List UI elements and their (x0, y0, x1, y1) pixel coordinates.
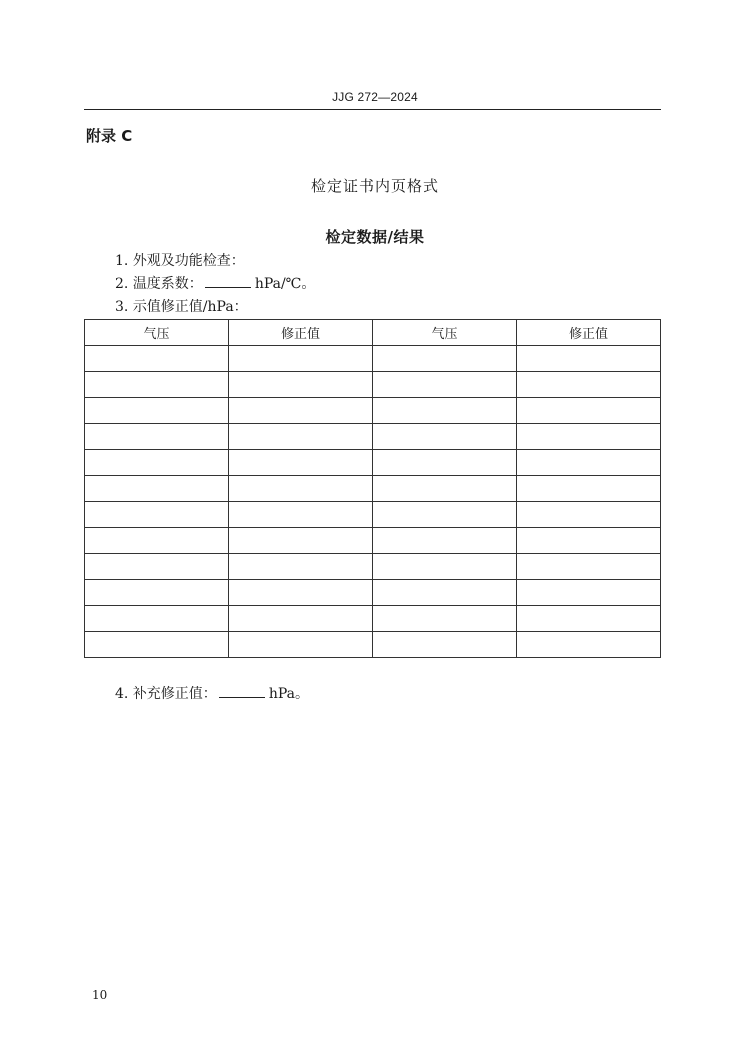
table-cell (229, 606, 373, 632)
table-cell (517, 502, 661, 528)
item-number: 3. (115, 299, 129, 315)
table-cell (373, 346, 517, 372)
table-body (85, 346, 661, 658)
table-cell (517, 632, 661, 658)
table-cell (229, 424, 373, 450)
table-cell (229, 554, 373, 580)
table-cell (373, 424, 517, 450)
item-number: 1. (115, 253, 129, 269)
table-cell (85, 632, 229, 658)
header-divider (84, 109, 661, 110)
table-cell (85, 502, 229, 528)
table-cell (85, 372, 229, 398)
correction-data-table (84, 319, 661, 658)
table-cell (373, 554, 517, 580)
item-text: 补充修正值： (132, 686, 217, 702)
table-cell (517, 424, 661, 450)
page-number: 10 (92, 988, 108, 1002)
table-cell (517, 528, 661, 554)
table-cell (517, 398, 661, 424)
table-cell (229, 372, 373, 398)
table-row (85, 346, 661, 372)
table-cell (373, 632, 517, 658)
table-cell (229, 580, 373, 606)
table-cell (85, 554, 229, 580)
table-cell (85, 606, 229, 632)
table-row (85, 502, 661, 528)
table-cell (373, 580, 517, 606)
item-appearance-check (115, 250, 245, 270)
table-cell (85, 476, 229, 502)
table-cell (517, 372, 661, 398)
table-cell (517, 606, 661, 632)
column-header-correction: 修正值 (517, 320, 661, 346)
table-row (85, 398, 661, 424)
item-unit: hPa/℃。 (254, 276, 316, 292)
table-cell (229, 346, 373, 372)
fill-in-blank (205, 275, 251, 288)
table-cell (373, 476, 517, 502)
table-row (85, 424, 661, 450)
table-cell (85, 424, 229, 450)
table-cell (517, 476, 661, 502)
item-supplementary-correction (115, 683, 309, 703)
column-header-pressure: 气压 (373, 320, 517, 346)
column-header-pressure: 气压 (85, 320, 229, 346)
table-cell (85, 398, 229, 424)
item-text: 温度系数： (132, 276, 203, 292)
page-title: 检定证书内页格式 (310, 177, 439, 195)
table-cell (229, 398, 373, 424)
table-cell (517, 346, 661, 372)
table-cell (229, 450, 373, 476)
table-row (85, 372, 661, 398)
table-cell (373, 398, 517, 424)
table-cell (373, 606, 517, 632)
table-cell (229, 632, 373, 658)
item-text: 外观及功能检查： (132, 253, 245, 269)
column-header-correction: 修正值 (229, 320, 373, 346)
table-cell (85, 450, 229, 476)
table-cell (229, 502, 373, 528)
item-temperature-coefficient (115, 273, 315, 293)
table-cell (229, 476, 373, 502)
item-unit: hPa。 (268, 686, 309, 702)
item-number: 2. (115, 276, 129, 292)
standard-code-header: JJG 272—2024 (332, 90, 418, 104)
table-cell (85, 528, 229, 554)
table-cell (85, 346, 229, 372)
item-text: 示值修正值/hPa： (132, 299, 248, 315)
table-cell (373, 372, 517, 398)
table-row (85, 632, 661, 658)
table-cell (85, 580, 229, 606)
table-cell (517, 450, 661, 476)
table-cell (517, 580, 661, 606)
table-cell (517, 554, 661, 580)
item-number: 4. (115, 686, 129, 702)
table-row (85, 450, 661, 476)
table-cell (373, 450, 517, 476)
fill-in-blank (219, 685, 265, 698)
appendix-label: 附录 C (86, 127, 133, 145)
table-cell (373, 528, 517, 554)
table-header-row (85, 320, 661, 346)
section-title: 检定数据/结果 (325, 228, 425, 246)
table-row (85, 606, 661, 632)
item-indication-correction (115, 296, 248, 316)
table-cell (229, 528, 373, 554)
table-row (85, 528, 661, 554)
table-cell (373, 502, 517, 528)
table-row (85, 554, 661, 580)
table-row (85, 580, 661, 606)
table-row (85, 476, 661, 502)
